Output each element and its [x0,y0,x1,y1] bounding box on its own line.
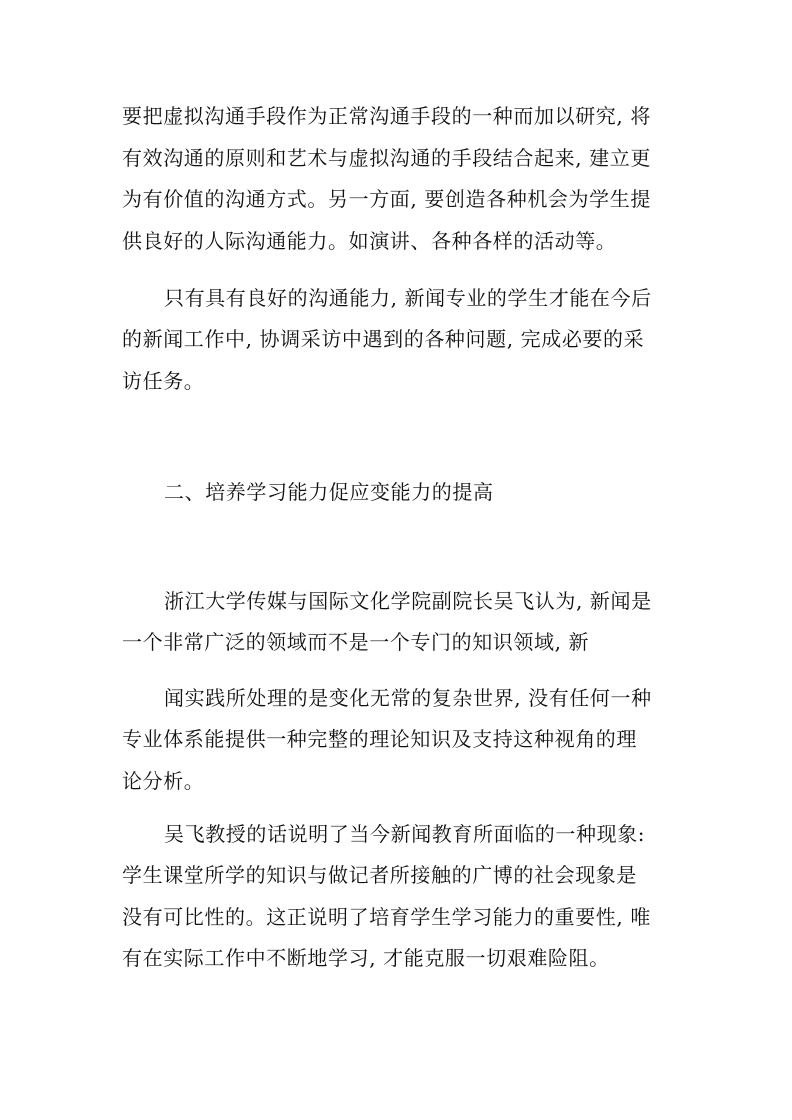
paragraph-2-line-3: 访任务。 [122,369,205,393]
paragraph-2-line-1: 只有具有良好的沟通能力, 新闻专业的学生才能在今后 [164,286,652,310]
section-heading: 二、培养学习能力促应变能力的提高 [164,480,494,504]
paragraph-5-line-3: 没有可比性的。这正说明了培育学生学习能力的重要性, 唯 [122,905,651,929]
paragraph-4-line-1: 闻实践所处理的是变化无常的复杂世界, 没有任何一种 [164,686,652,710]
paragraph-1-line-1: 要把虚拟沟通手段作为正常沟通手段的一种而加以研究, 将 [122,104,651,128]
paragraph-5-line-4: 有在实际工作中不断地学习, 才能克服一切艰难险阻。 [122,946,610,970]
paragraph-1-line-2: 有效沟通的原则和艺术与虚拟沟通的手段结合起来, 建立更 [122,146,651,170]
paragraph-4-line-2: 专业体系能提供一种完整的理论知识及支持这种视角的理 [122,727,637,751]
paragraph-2-line-2: 的新闻工作中, 协调采访中遇到的各种问题, 完成必要的采 [122,327,645,351]
paragraph-5-line-1: 吴飞教授的话说明了当今新闻教育所面临的一种现象: [164,822,646,846]
paragraph-3-line-1: 浙江大学传媒与国际文化学院副院长吴飞认为, 新闻是 [164,589,652,613]
paragraph-1-line-3: 为有价值的沟通方式。另一方面, 要创造各种机会为学生提 [122,187,651,211]
paragraph-4-line-3: 论分析。 [122,769,205,793]
paragraph-5-line-2: 学生课堂所学的知识与做记者所接触的广博的社会现象是 [122,863,637,887]
paragraph-1-line-4: 供良好的人际沟通能力。如演讲、各种各样的活动等。 [122,229,617,253]
paragraph-3-line-2: 一个非常广泛的领域而不是一个专门的知识领域, 新 [122,630,590,654]
